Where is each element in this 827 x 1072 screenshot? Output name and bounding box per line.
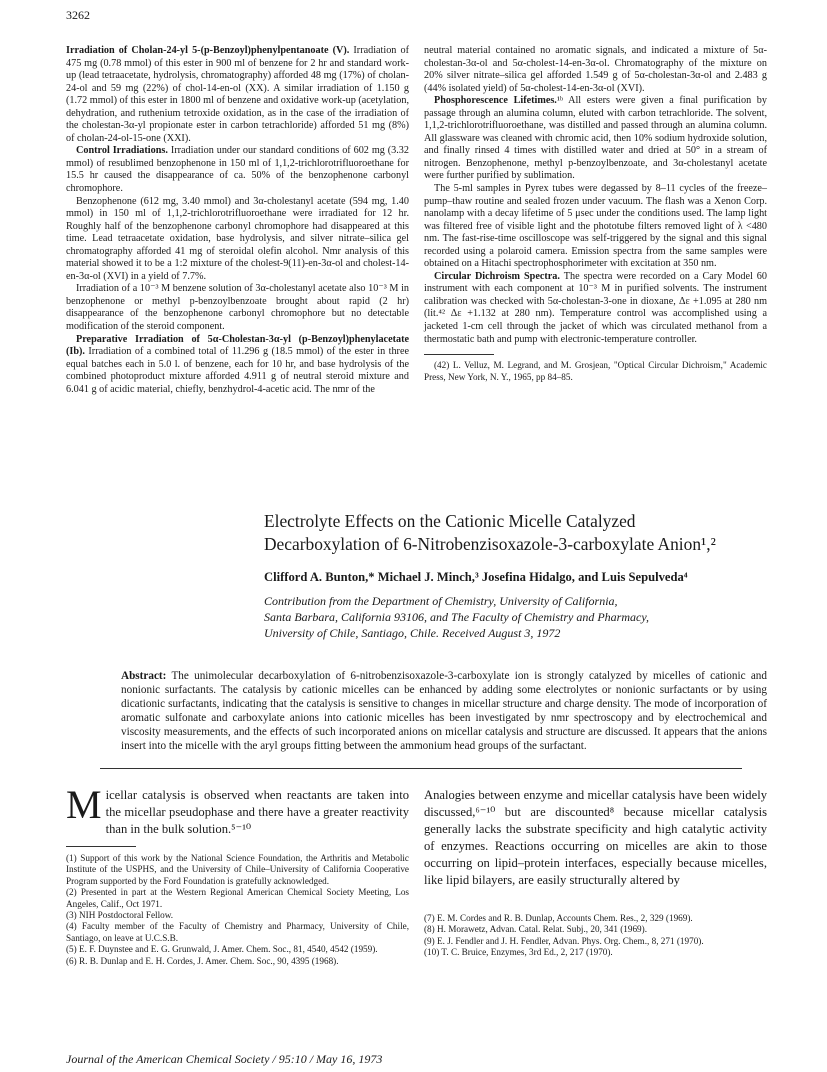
section-divider (100, 768, 742, 769)
affiliation (264, 593, 784, 641)
paragraph (424, 183, 767, 271)
intro-paragraph (66, 782, 409, 838)
paragraph-text: Irradiation of a combined total of 11.296 g (18.5 mmol) of the ester in three equal batches each in 5.0 l. of benzene, each for 10 hr, and base hydrolysis of the combined photoproduct mixture afforded 4.911 g of neutral steroid mixture and 6.041 g of acidic material, chiefly, benzhydrol-4-acetic acid. The nmr of the (66, 346, 409, 395)
paragraph (66, 145, 409, 195)
paragraph (424, 95, 767, 183)
paragraph-heading: Irradiation of Cholan-24-yl 5-(p-Benzoyl)phenylpentanoate (V). (66, 45, 350, 56)
footnote: (42) L. Velluz, M. Legrand, and M. Grosjean, "Optical Circular Dichroism," Academic Press, New York, N. Y., 1965, pp 84–85. (424, 360, 767, 382)
footnotes-left (66, 853, 409, 967)
footnote: (2) Presented in part at the Western Regional American Chemical Society Meeting, Los Angeles, Calif., Oct 1971. (66, 887, 409, 909)
affiliation-line: Santa Barbara, California 93106, and The Faculty of Chemistry and Pharmacy, (264, 610, 649, 624)
paragraph (424, 271, 767, 346)
abstract (121, 669, 767, 753)
footnote: (1) Support of this work by the National Science Foundation, the Arthritis and Metabolic Institute of the USPHS, and the University of Chile–University of California Cooperative Program supported by the Ford Foundation is gratefully acknowledged. (66, 853, 409, 886)
abstract-text: The unimolecular decarboxylation of 6-nitrobenzisoxazole-3-carboxylate ion is strongly catalyzed by micelles of cationic and nonionic surfactants. The catalysis by cationic micelles can be enhanced by adding some electrolytes or nonionic surfactants or by using dicationic surfactants, indicating that the catalysis is sensitive to changes in micellar structure and charge density. The mode of incorporation of aromatic sulfonate and carboxylate anions into cationic micelles has been investigated by nmr spectroscopy and by electrochemical and viscosity measurements, and the effects of such incorporated anions on micellar catalysis and structure are discussed. It appears that the anions insert into the micelle with the aryl groups fitting between the ammonium head groups of the surfactant. (121, 670, 767, 752)
article-title (264, 510, 784, 556)
body-left-column (66, 782, 409, 967)
footnote-rule (66, 846, 136, 847)
drop-cap: M (66, 782, 102, 827)
footnote: (8) H. Morawetz, Advan. Catal. Relat. Subj., 20, 341 (1969). (424, 924, 648, 935)
paragraph-text: The spectra were recorded on a Cary Model 60 instrument with each component at 10⁻³ M in purified solvents. The instrument calibration was checked with 5α-cholestan-3-one in dioxane, Δε +1.095 at 280 nm (lit.⁴² Δε +1.132 at 280 nm). Temperature control was accomplished using a jacketed 1-cm cell through the jacket of which was circulated methanol from a thermostatic bath and pump with electronic-temperature controller. (424, 270, 767, 345)
paragraph-heading: Control Irradiations. (76, 145, 168, 157)
page-number: 3262 (66, 8, 90, 22)
paragraph (66, 334, 409, 397)
footnote: (10) T. C. Bruice, Enzymes, 3rd Ed., 2, 217 (1970). (424, 947, 613, 958)
title-line: Decarboxylation of 6-Nitrobenzisoxazole-3-carboxylate Anion¹,² (264, 534, 716, 554)
affiliation-line: University of Chile, Santiago, Chile. Received August 3, 1972 (264, 626, 561, 640)
paragraph-text: neutral material contained no aromatic signals, and indicated a mixture of 5α-cholestan-3α-ol and 5α-cholest-14-en-3α-ol. Chromatography of the mixture on 20% silver nitrate–silica gel afforded 1.549 g of 5α-cholestan-3α-ol and 2.483 g (44% isolated yield) of 5α-cholest-14-en-3α-ol (XVI). (424, 45, 767, 94)
paragraph (66, 196, 409, 284)
footnote: (4) Faculty member of the Faculty of Chemistry and Pharmacy, University of Chile, Santiago, on leave at U.C.S.B. (66, 921, 409, 943)
paragraph-text: Irradiation under our standard conditions of 602 mg (3.32 mmol) of resublimed benzophenone in 150 ml of 1,1,2-trichlorotrifluoroethane for 15.5 hr caused the disappearance of ca. 50% of the benzophenone carbonyl chromophore. (66, 145, 409, 195)
experimental-left-column (66, 45, 409, 396)
paragraph (424, 45, 767, 95)
paragraph-text: Irradiation of a 10⁻³ M benzene solution of 3α-cholestanyl acetate also 10⁻³ M in benzophenone or methyl p-benzoylbenzoate brought about rapid (2 hr) disappearance of the benzophenone carbonyl chromophore but no detectable modification of the steroid component. (66, 283, 409, 333)
footnote: (3) NIH Postdoctoral Fellow. (66, 910, 174, 921)
paragraph (66, 283, 409, 333)
footnote-rule (424, 354, 494, 355)
abstract-label: Abstract: (121, 670, 167, 682)
paragraph-text: Benzophenone (612 mg, 3.40 mmol) and 3α-cholestanyl acetate (594 mg, 1.40 mmol) in 150 ml of 1,1,2-trichlorotrifluoroethane were irradiated for 12 hr. Roughly half of the benzophenone carbonyl chromophore had disappeared at this time. Lead tetraacetate oxidation, base hydrolysis, and silver nitrate–silica gel chromatography afforded 41 mg of steroidal olefin alcohol. Nmr analysis of this material showed it to be a 1:2 mixture of the cholest-9(11)-en-3α-ol and cholest-14-en-3α-ol (XVI) in a yield of 7.7%. (66, 195, 409, 282)
intro-text: icellar catalysis is observed when reactants are taken into the micellar pseudophase and there have a greater reactivity than in the bulk solution.⁵⁻¹⁰ (105, 788, 409, 836)
affiliation-line: Contribution from the Department of Chemistry, University of California, (264, 594, 618, 608)
title-line: Electrolyte Effects on the Cationic Micelle Catalyzed (264, 511, 636, 531)
paragraph-heading: Preparative Irradiation of 5α-Cholestan-3α-yl (p-Benzoyl)phenylacetate (Ib). (66, 333, 409, 358)
intro-paragraph: Analogies between enzyme and micellar catalysis have been widely discussed,⁶⁻¹⁰ but are discounted⁸ because micellar catalysis generally lacks the substrate specificity and high catalytic activity of enzymes. Reactions occurring on micelles are akin to those occurring on lipid–protein interfaces, especially because micelles, like lipid bilayers, are easily structurally altered by (424, 788, 767, 887)
paragraph-text: ¹ᵇ All esters were given a final purification by passage through an alumina column, eluted with carbon tetrachloride. The solvent, 1,1,2-trichlorotrifluoroethane, was distilled and passed through an alumina column. All glassware was cleaned with chromic acid, then 10% sodium hydroxide solution, and finally rinsed 4 times with distilled water and dried at 50° in a stream of nitrogen. Benzophenone, methyl p-benzoylbenzoate, and 3α-cholestanyl acetate were further purified by sublimation. (424, 95, 767, 182)
footnote: (9) E. J. Fendler and J. H. Fendler, Advan. Phys. Org. Chem., 8, 271 (1970). (424, 935, 704, 946)
footnotes-right (424, 913, 767, 959)
paragraph-text: The 5-ml samples in Pyrex tubes were degassed by 8–11 cycles of the freeze–pump–thaw routine and sealed frozen under vacuum. The flash was a Xenon Corp. nanolamp with a decay lifetime of 5 μsec under the conditions used. The lamp light was filtered free of visible light and the phototube filters removed light of λ <480 nm. The fast-rise-time oscilloscope was self-triggered by the signal and this signal recorded using a polaroid camera. Emission spectra from the same samples were obtained on a Hitachi spectrophosphorimeter with excitation at 350 nm. (424, 183, 767, 270)
footnote: (7) E. M. Cordes and R. B. Dunlap, Accounts Chem. Res., 2, 329 (1969). (424, 913, 693, 923)
paragraph (66, 45, 409, 145)
paragraph-heading: Circular Dichroism Spectra. (434, 270, 560, 282)
body-right-column (424, 787, 767, 959)
experimental-right-column (424, 45, 767, 383)
paragraph-text: Irradiation of 475 mg (0.78 mmol) of this ester in 900 ml of benzene for 2 hr and standard work-up (lead tetraacetate, hydrolysis, chromatography) afforded 48 mg (17%) of cholan-24-ol and 59 mg (22%) of chol-14-en-ol (XX). A similar irradiation of 1.150 g (1.72 mmol) of this ester in 1800 ml of benzene and oxidative work-up (acetylation, dehydration, and ruthenium tetroxide oxidation, as in the case of the irradiation of the cholestan-3α-yl propionate ester in carbon tetrachloride) afforded 51 mg (8%) of cholan-24-ol-15-one (XXI). (66, 45, 409, 144)
footnote: (5) E. F. Duynstee and E. G. Grunwald, J. Amer. Chem. Soc., 81, 4540, 4542 (1959). (66, 944, 378, 955)
footnote: (6) R. B. Dunlap and E. H. Cordes, J. Amer. Chem. Soc., 90, 4395 (1968). (66, 955, 339, 966)
journal-footer: Journal of the American Chemical Society / 95:10 / May 16, 1973 (66, 1052, 383, 1066)
paragraph-heading: Phosphorescence Lifetimes. (434, 95, 557, 107)
author-list: Clifford A. Bunton,* Michael J. Minch,³ Josefina Hidalgo, and Luis Sepulveda⁴ (264, 570, 688, 584)
